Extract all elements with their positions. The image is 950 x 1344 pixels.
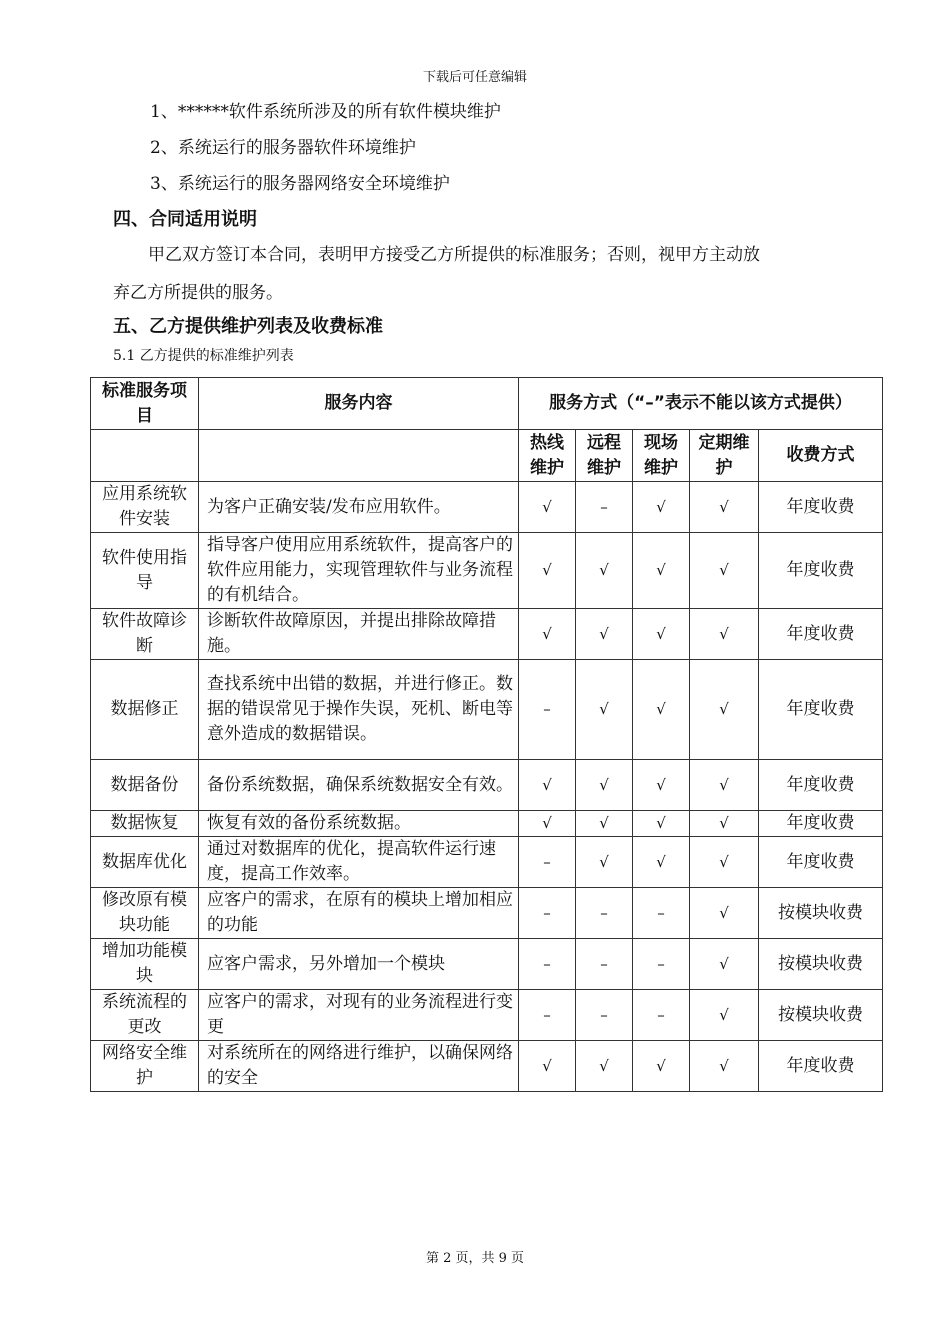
cell-onsite: – [633, 939, 690, 990]
cell-remote: √ [576, 660, 633, 760]
cell-remote: – [576, 888, 633, 939]
cell-remote: √ [576, 811, 633, 837]
cell-remote: – [576, 990, 633, 1041]
table-row [91, 609, 883, 660]
cell-hotline: √ [519, 811, 576, 837]
section-heading: 四、合同适用说明 [113, 209, 257, 230]
cell-hotline: √ [519, 609, 576, 660]
maintenance-table [90, 377, 883, 1092]
cell-periodic: √ [690, 533, 759, 609]
cell-item: 修改原有模块功能 [91, 888, 199, 939]
table-row [91, 837, 883, 888]
cell-periodic: √ [690, 990, 759, 1041]
cell-content: 诊断软件故障原因，并提出排除故障措施。 [199, 609, 519, 660]
cell-remote: √ [576, 760, 633, 811]
cell-onsite: √ [633, 533, 690, 609]
cell-periodic: √ [690, 939, 759, 990]
cell-fee: 年度收费 [759, 482, 883, 533]
cell-hotline: – [519, 939, 576, 990]
cell-remote: √ [576, 533, 633, 609]
cell-item: 软件故障诊断 [91, 609, 199, 660]
cell-onsite: √ [633, 482, 690, 533]
page-footer: 第 2 页，共 9 页 [425, 1251, 525, 1266]
cell-hotline: √ [519, 482, 576, 533]
header-remote: 远程维护 [576, 430, 633, 482]
cell-content: 查找系统中出错的数据，并进行修正。数据的错误常见于操作失误，死机、断电等意外造成的数据错误。 [199, 660, 519, 760]
cell-remote: √ [576, 837, 633, 888]
cell-hotline: √ [519, 533, 576, 609]
cell-fee: 年度收费 [759, 660, 883, 760]
cell-periodic: √ [690, 837, 759, 888]
table-row [91, 1041, 883, 1092]
cell-fee: 按模块收费 [759, 990, 883, 1041]
cell-hotline: – [519, 888, 576, 939]
cell-fee: 年度收费 [759, 533, 883, 609]
cell-content: 通过对数据库的优化，提高软件运行速度，提高工作效率。 [199, 837, 519, 888]
cell-item: 网络安全维护 [91, 1041, 199, 1092]
cell-item: 应用系统软件安装 [91, 482, 199, 533]
cell-fee: 按模块收费 [759, 939, 883, 990]
table-row [91, 660, 883, 760]
cell-periodic: √ [690, 609, 759, 660]
cell-item: 数据恢复 [91, 811, 199, 837]
cell-item: 增加功能模块 [91, 939, 199, 990]
cell-onsite: √ [633, 811, 690, 837]
list-item: 2、系统运行的服务器软件环境维护 [150, 138, 416, 158]
cell-periodic: √ [690, 811, 759, 837]
cell-remote: √ [576, 609, 633, 660]
page-header: 下载后可任意编辑 [422, 70, 527, 85]
cell-content: 应客户需求，另外增加一个模块 [199, 939, 519, 990]
cell-fee: 年度收费 [759, 760, 883, 811]
cell-content: 应客户的需求，对现有的业务流程进行变更 [199, 990, 519, 1041]
cell-content: 恢复有效的备份系统数据。 [199, 811, 519, 837]
cell-fee: 年度收费 [759, 811, 883, 837]
header-blank [199, 430, 519, 482]
header-item: 标准服务项目 [91, 378, 199, 430]
section-heading: 五、乙方提供维护列表及收费标准 [113, 316, 383, 337]
cell-hotline: – [519, 990, 576, 1041]
header-content: 服务内容 [199, 378, 519, 430]
cell-remote: – [576, 939, 633, 990]
cell-hotline: √ [519, 760, 576, 811]
table-row [91, 760, 883, 811]
cell-content: 备份系统数据，确保系统数据安全有效。 [199, 760, 519, 811]
header-onsite: 现场维护 [633, 430, 690, 482]
cell-onsite: – [633, 990, 690, 1041]
cell-item: 数据备份 [91, 760, 199, 811]
header-hotline: 热线维护 [519, 430, 576, 482]
cell-remote: – [576, 482, 633, 533]
cell-item: 软件使用指导 [91, 533, 199, 609]
cell-periodic: √ [690, 888, 759, 939]
table-row [91, 888, 883, 939]
table-row [91, 482, 883, 533]
cell-onsite: √ [633, 660, 690, 760]
list-item: 1、******软件系统所涉及的所有软件模块维护 [150, 102, 501, 122]
cell-hotline: – [519, 837, 576, 888]
header-periodic: 定期维护 [690, 430, 759, 482]
header-blank [91, 430, 199, 482]
cell-remote: √ [576, 1041, 633, 1092]
cell-content: 对系统所在的网络进行维护，以确保网络的安全 [199, 1041, 519, 1092]
cell-item: 系统流程的更改 [91, 990, 199, 1041]
cell-fee: 年度收费 [759, 1041, 883, 1092]
header-fee: 收费方式 [759, 430, 883, 482]
list-item: 3、系统运行的服务器网络安全环境维护 [150, 174, 450, 194]
cell-content: 指导客户使用应用系统软件，提高客户的软件应用能力，实现管理软件与业务流程的有机结合。 [199, 533, 519, 609]
cell-item: 数据库优化 [91, 837, 199, 888]
cell-content: 应客户的需求，在原有的模块上增加相应的功能 [199, 888, 519, 939]
cell-onsite: √ [633, 760, 690, 811]
cell-onsite: – [633, 888, 690, 939]
cell-onsite: √ [633, 1041, 690, 1092]
table-row [91, 811, 883, 837]
cell-periodic: √ [690, 760, 759, 811]
cell-fee: 按模块收费 [759, 888, 883, 939]
header-methods: 服务方式（“–”表示不能以该方式提供） [519, 378, 883, 430]
paragraph-line: 甲乙双方签订本合同，表明甲方接受乙方所提供的标准服务；否则，视甲方主动放 [148, 245, 760, 265]
table-caption: 5.1 乙方提供的标准维护列表 [113, 348, 294, 364]
cell-onsite: √ [633, 609, 690, 660]
table-row [91, 990, 883, 1041]
cell-fee: 年度收费 [759, 837, 883, 888]
cell-content: 为客户正确安装/发布应用软件。 [199, 482, 519, 533]
cell-periodic: √ [690, 660, 759, 760]
cell-hotline: √ [519, 1041, 576, 1092]
table-row [91, 533, 883, 609]
table-row [91, 939, 883, 990]
cell-onsite: √ [633, 837, 690, 888]
cell-fee: 年度收费 [759, 609, 883, 660]
cell-periodic: √ [690, 1041, 759, 1092]
cell-periodic: √ [690, 482, 759, 533]
paragraph-line: 弃乙方所提供的服务。 [113, 283, 283, 303]
cell-item: 数据修正 [91, 660, 199, 760]
cell-hotline: – [519, 660, 576, 760]
